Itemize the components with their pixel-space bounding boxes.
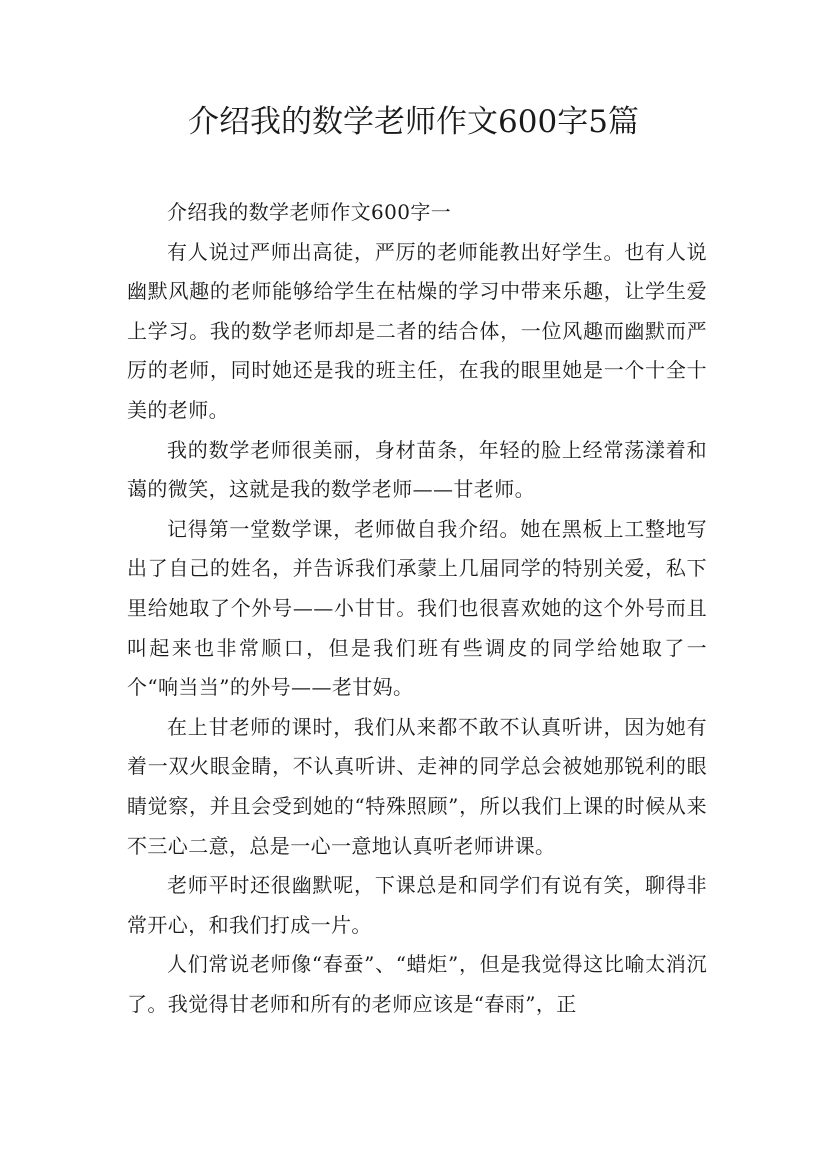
body-paragraph: 我的数学老师很美丽，身材苗条，年轻的脸上经常荡漾着和蔼的微笑，这就是我的数学老师——甘老师。 bbox=[127, 437, 707, 502]
document-title: 介绍我的数学老师作文600字5篇 bbox=[188, 104, 639, 140]
body-paragraph: 记得第一堂数学课，老师做自我介绍。她在黑板上工整地写出了自己的姓名，并告诉我们承蒙上几届同学的特别关爱，私下里给她取了个外号——小甘甘。我们也很喜欢她的这个外号而且叫起来也非常顺口，但是我们班有些调皮的同学给她取了一个“响当当”的外号——老甘妈。 bbox=[127, 516, 707, 700]
document-body bbox=[127, 193, 707, 1024]
body-paragraph: 人们常说老师像“春蚕”、“蜡炬”，但是我觉得这比喻太消沉了。我觉得甘老师和所有的老师应该是“春雨”，正 bbox=[127, 952, 707, 1016]
subtitle-paragraph: 介绍我的数学老师作文600字一 bbox=[167, 200, 452, 224]
body-paragraph: 有人说过严师出高徒，严厉的老师能教出好学生。也有人说幽默风趣的老师能够给学生在枯燥的学习中带来乐趣，让学生爱上学习。我的数学老师却是二者的结合体，一位风趣而幽默而严厉的老师，同时她还是我的班主任，在我的眼里她是一个十全十美的老师。 bbox=[127, 239, 707, 422]
body-paragraph: 老师平时还很幽默呢，下课总是和同学们有说有笑，聊得非常开心，和我们打成一片。 bbox=[127, 873, 707, 937]
body-paragraph: 在上甘老师的课时，我们从来都不敢不认真听讲，因为她有着一双火眼金睛，不认真听讲、走神的同学总会被她那锐利的眼睛觉察，并且会受到她的“特殊照顾”，所以我们上课的时候从来不三心二意，总是一心一意地认真听老师讲课。 bbox=[127, 714, 707, 858]
